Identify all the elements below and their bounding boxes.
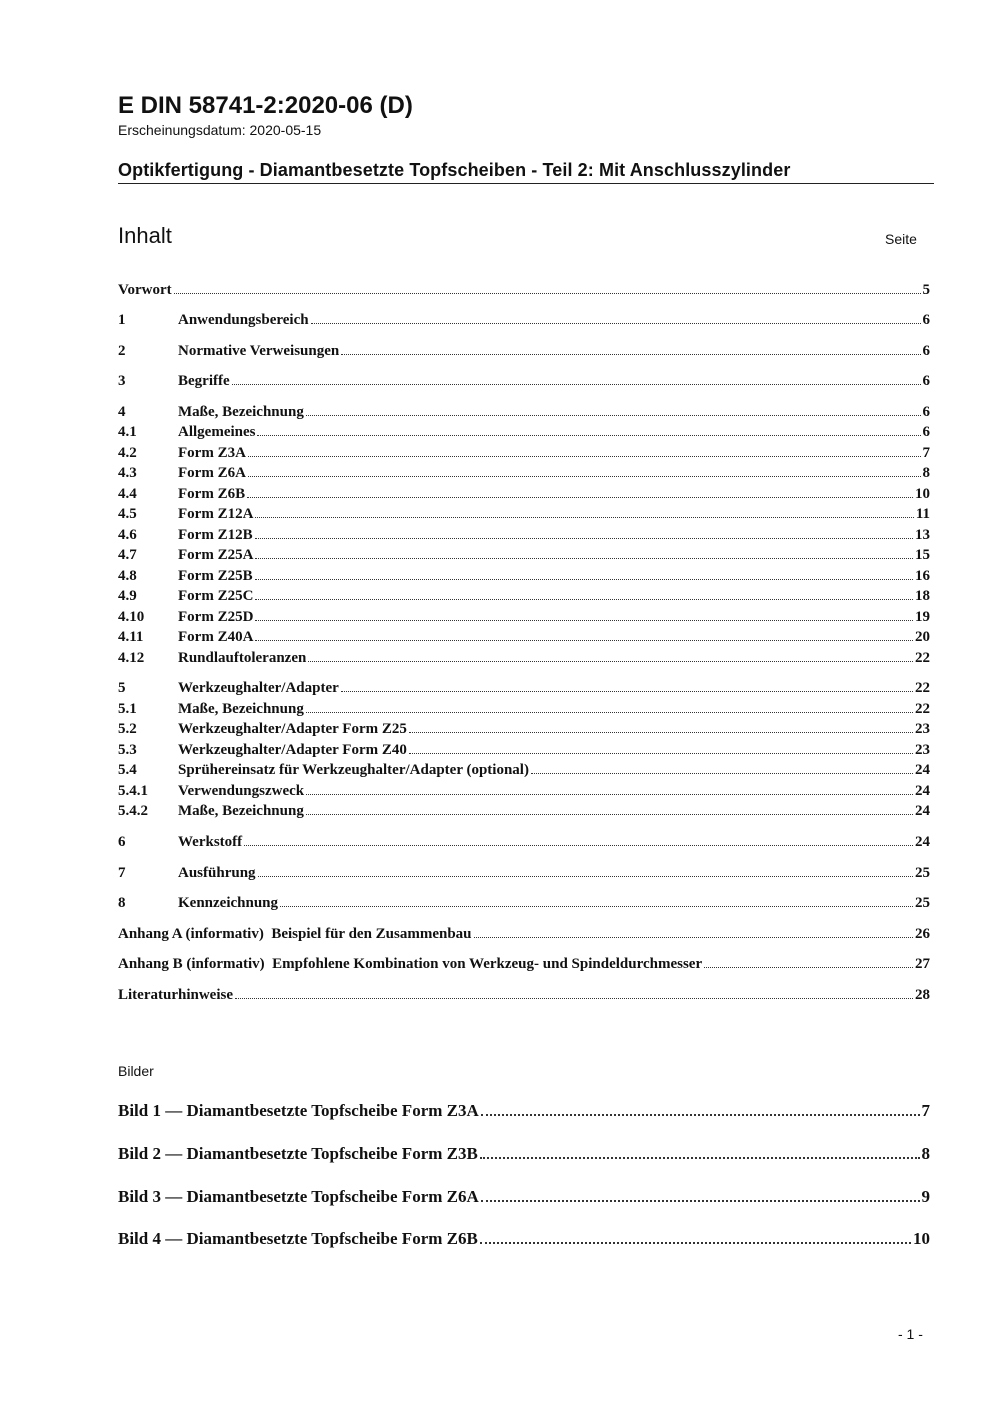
figure-entry[interactable] — [118, 1185, 930, 1209]
toc-entry-page: 19 — [915, 609, 930, 625]
toc-entry-page: 27 — [915, 956, 930, 972]
figure-entry-page: 10 — [913, 1229, 930, 1248]
figure-entry-title: Bild 3 — Diamantbesetzte Topfscheibe Form Z6A — [118, 1187, 479, 1206]
leader-dots — [255, 620, 913, 621]
toc-entry[interactable] — [118, 863, 930, 883]
leader-dots — [280, 906, 913, 907]
toc-entry-page: 6 — [922, 424, 930, 440]
toc-entry[interactable] — [118, 371, 930, 391]
figure-entry-title: Bild 2 — Diamantbesetzte Topfscheibe Form Z3B — [118, 1144, 478, 1163]
toc-entry-page: 25 — [915, 865, 930, 881]
leader-dots — [311, 323, 921, 324]
toc-entry-title: Form Z12A — [178, 506, 254, 522]
toc-entry-title: Form Z12B — [178, 527, 253, 543]
toc-entry-number: 5.4.1 — [118, 783, 148, 799]
toc-entry[interactable] — [118, 781, 930, 801]
leader-dots — [704, 967, 913, 968]
toc-entry-title: Form Z40A — [178, 629, 254, 645]
figure-entry[interactable] — [118, 1099, 930, 1123]
toc-entry[interactable] — [118, 525, 930, 545]
leader-dots — [308, 661, 913, 662]
toc-entry-title: Anwendungsbereich — [178, 312, 309, 328]
figure-entry-page: 8 — [921, 1144, 930, 1163]
toc-entry-page: 6 — [922, 373, 930, 389]
toc-entry-page: 24 — [915, 783, 930, 799]
leader-dots — [247, 497, 913, 498]
toc-entry-number: 4 — [118, 404, 126, 420]
toc-entry-page: 6 — [922, 312, 930, 328]
toc-entry[interactable] — [118, 954, 930, 974]
figure-entry[interactable] — [118, 1227, 930, 1251]
toc-entry-number: 7 — [118, 865, 126, 881]
leader-dots — [409, 753, 913, 754]
toc-entry-title: Rundlauftoleranzen — [178, 650, 307, 666]
toc-page-label: Seite — [885, 231, 917, 247]
toc-entry-number: 4.8 — [118, 568, 137, 584]
toc-entry[interactable] — [118, 740, 930, 760]
toc-entry-title: Werkzeughalter/Adapter Form Z25 — [178, 721, 407, 737]
toc-entry-number: 4.11 — [118, 629, 144, 645]
toc-entry-number: 4.7 — [118, 547, 137, 563]
toc-entry-number: 1 — [118, 312, 126, 328]
toc-entry-page: 16 — [915, 568, 930, 584]
toc-entry[interactable] — [118, 607, 930, 627]
toc-entry-page: 6 — [922, 343, 930, 359]
toc-entry[interactable] — [118, 678, 930, 698]
toc-entry-title: Form Z6B — [178, 486, 246, 502]
toc-entry-title: Anhang B (informativ) Empfohlene Kombination von Werkzeug- und Spindeldurchmesser — [118, 956, 703, 972]
toc-entry[interactable] — [118, 985, 930, 1005]
leader-dots — [174, 293, 921, 294]
leader-dots — [258, 876, 913, 877]
toc-entry-page: 10 — [915, 486, 930, 502]
toc-entry[interactable] — [118, 566, 930, 586]
leader-dots — [255, 538, 913, 539]
toc-entry-page: 25 — [915, 895, 930, 911]
toc-entry-title: Form Z25D — [178, 609, 254, 625]
figure-entry-page: 9 — [921, 1187, 930, 1206]
toc-entry-number: 4.3 — [118, 465, 137, 481]
toc-entry[interactable] — [118, 504, 930, 524]
toc-entry-number: 4.4 — [118, 486, 137, 502]
toc-entry-number: 4.10 — [118, 609, 145, 625]
toc-entry-page: 6 — [922, 404, 930, 420]
toc-entry-page: 23 — [915, 742, 930, 758]
toc-entry-number: 4.2 — [118, 445, 137, 461]
page-number: - 1 - — [898, 1326, 923, 1342]
toc-entry[interactable] — [118, 699, 930, 719]
figure-entry-page: 7 — [921, 1101, 930, 1120]
toc-entry-number: 5.4.2 — [118, 803, 148, 819]
toc-entry-title: Form Z25C — [178, 588, 254, 604]
leader-dots — [409, 732, 913, 733]
toc-entry-page: 28 — [915, 987, 930, 1003]
header-divider — [118, 183, 934, 184]
figures-heading: Bilder — [118, 1063, 154, 1079]
leader-dots — [474, 937, 913, 938]
toc-entry-title: Literaturhinweise — [118, 987, 233, 1003]
leader-dots — [341, 354, 920, 355]
toc-entry-title: Form Z25B — [178, 568, 253, 584]
toc-entry-number: 3 — [118, 373, 126, 389]
toc-entry-number: 4.12 — [118, 650, 145, 666]
toc-entry-title: Form Z25A — [178, 547, 254, 563]
toc-entry-title: Werkstoff — [178, 834, 243, 850]
leader-dots — [341, 691, 913, 692]
toc-entry[interactable] — [118, 801, 930, 821]
leader-dots — [235, 998, 913, 999]
leader-dots — [255, 558, 913, 559]
toc-entry-page: 5 — [922, 282, 930, 298]
leader-dots — [306, 814, 913, 815]
figure-entry-title: Bild 4 — Diamantbesetzte Topfscheibe Form Z6B — [118, 1229, 478, 1248]
leader-dots — [255, 517, 913, 518]
toc-entry[interactable] — [118, 310, 930, 330]
toc-entry[interactable] — [118, 545, 930, 565]
toc-entry-page: 20 — [915, 629, 930, 645]
toc-entry-title: Maße, Bezeichnung — [178, 803, 304, 819]
toc-entry[interactable] — [118, 586, 930, 606]
toc-entry[interactable] — [118, 760, 930, 780]
toc-entry-title: Form Z6A — [178, 465, 246, 481]
toc-entry[interactable] — [118, 422, 930, 442]
toc-entry-number: 6 — [118, 834, 126, 850]
toc-entry-number: 2 — [118, 343, 126, 359]
toc-entry-page: 24 — [915, 803, 930, 819]
toc-entry-title: Verwendungszweck — [178, 783, 305, 799]
toc-entry-page: 24 — [915, 762, 930, 778]
toc-entry[interactable] — [118, 924, 930, 944]
leader-dots — [248, 456, 921, 457]
toc-entry-page: 8 — [922, 465, 930, 481]
toc-entry[interactable] — [118, 443, 930, 463]
toc-entry-title: Werkzeughalter/Adapter — [178, 680, 339, 696]
toc-entry-title: Werkzeughalter/Adapter Form Z40 — [178, 742, 407, 758]
toc-entry-number: 8 — [118, 895, 126, 911]
leader-dots — [255, 640, 913, 641]
toc-entry[interactable] — [118, 893, 930, 913]
toc-entry-page: 23 — [915, 721, 930, 737]
toc-entry-number: 4.9 — [118, 588, 137, 604]
toc-entry-page: 11 — [915, 506, 930, 522]
leader-dots — [480, 1242, 911, 1244]
toc-entry[interactable] — [118, 280, 930, 300]
publication-date: Erscheinungsdatum: 2020-05-15 — [118, 122, 322, 138]
leader-dots — [531, 773, 913, 774]
toc-entry-page: 24 — [915, 834, 930, 850]
leader-dots — [306, 712, 913, 713]
leader-dots — [306, 794, 913, 795]
toc-entry[interactable] — [118, 463, 930, 483]
toc-entry-number: 5.4 — [118, 762, 137, 778]
toc-entry[interactable] — [118, 484, 930, 504]
figure-entry-title: Bild 1 — Diamantbesetzte Topfscheibe Form Z3A — [118, 1101, 479, 1120]
toc-heading: Inhalt — [118, 223, 172, 248]
toc-entry[interactable] — [118, 719, 930, 739]
toc-entry-page: 13 — [915, 527, 930, 543]
leader-dots — [232, 384, 921, 385]
leader-dots — [480, 1157, 920, 1159]
leader-dots — [481, 1200, 920, 1202]
toc-entry-number: 5.2 — [118, 721, 137, 737]
leader-dots — [255, 579, 913, 580]
toc-entry-page: 15 — [915, 547, 930, 563]
toc-entry-number: 5 — [118, 680, 126, 696]
toc-entry-number: 4.1 — [118, 424, 137, 440]
toc-entry-title: Allgemeines — [178, 424, 256, 440]
toc-entry-title: Maße, Bezeichnung — [178, 404, 304, 420]
toc-entry-page: 26 — [915, 926, 930, 942]
leader-dots — [255, 599, 913, 600]
toc-entry-title: Maße, Bezeichnung — [178, 701, 304, 717]
toc-entry-title: Sprühereinsatz für Werkzeughalter/Adapter (optional) — [178, 762, 529, 778]
toc-entry-title: Kennzeichnung — [178, 895, 279, 911]
toc-entry-page: 18 — [915, 588, 930, 604]
document-id: E DIN 58741-2:2020-06 (D) — [118, 92, 413, 119]
toc-entry-title: Ausführung — [178, 865, 256, 881]
leader-dots — [306, 415, 921, 416]
toc-entry[interactable] — [118, 341, 930, 361]
toc-entry-number: 5.1 — [118, 701, 137, 717]
leader-dots — [481, 1114, 920, 1116]
toc-entry-page: 22 — [915, 650, 930, 666]
toc-entry[interactable] — [118, 402, 930, 422]
leader-dots — [244, 845, 913, 846]
figure-entry[interactable] — [118, 1142, 930, 1166]
toc-entry-title: Anhang A (informativ) Beispiel für den Zusammenbau — [118, 926, 472, 942]
toc-entry-title: Form Z3A — [178, 445, 246, 461]
toc-entry-title: Begriffe — [178, 373, 230, 389]
toc-entry-page: 7 — [922, 445, 930, 461]
leader-dots — [248, 476, 921, 477]
toc-entry-title: Vorwort — [118, 282, 172, 298]
toc-entry-title: Normative Verweisungen — [178, 343, 340, 359]
toc-entry-page: 22 — [915, 701, 930, 717]
toc-entry-number: 4.5 — [118, 506, 137, 522]
toc-entry-number: 5.3 — [118, 742, 137, 758]
document-subtitle: Optikfertigung - Diamantbesetzte Topfscheiben - Teil 2: Mit Anschlusszylinder — [118, 160, 791, 180]
toc-entry-page: 22 — [915, 680, 930, 696]
toc-entry-number: 4.6 — [118, 527, 137, 543]
leader-dots — [257, 435, 920, 436]
toc-entry[interactable] — [118, 627, 930, 647]
toc-entry[interactable] — [118, 648, 930, 668]
toc-entry[interactable] — [118, 832, 930, 852]
